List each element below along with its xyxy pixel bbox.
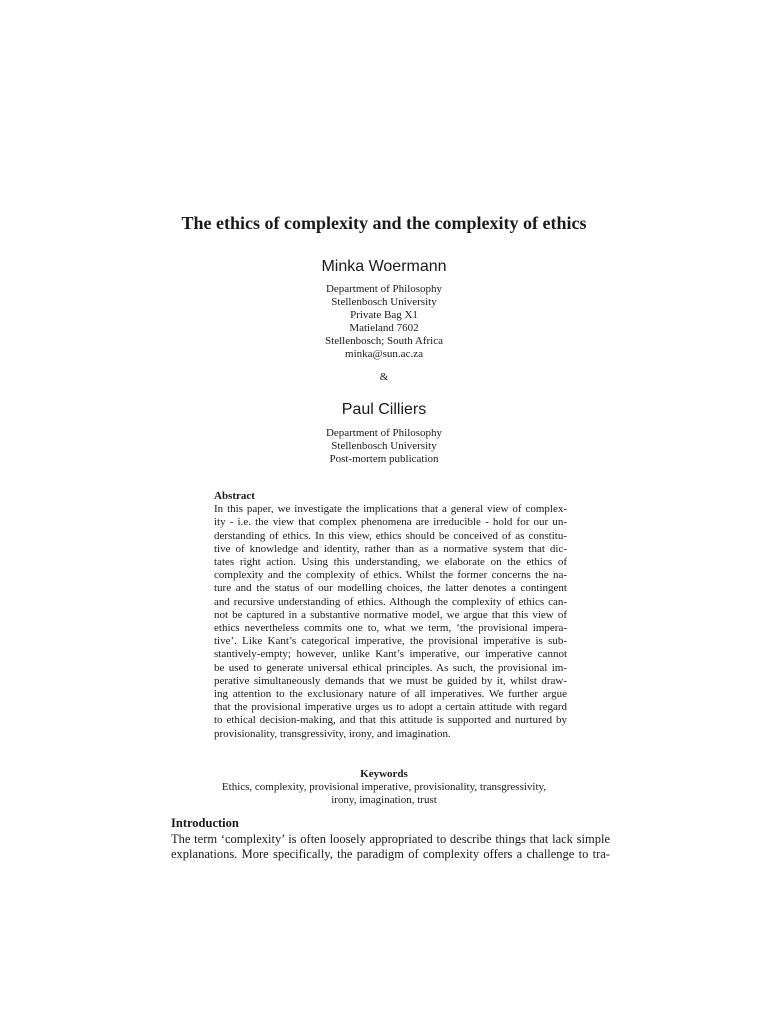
abstract-line: tates right action. Using this understanding, we elaborate on the ethics of bbox=[214, 556, 567, 569]
affiliation-line: Stellenbosch University bbox=[331, 440, 437, 452]
affiliation-line: Matieland 7602 bbox=[349, 322, 419, 334]
abstract-heading: Abstract bbox=[214, 490, 255, 502]
affiliation-line: Private Bag X1 bbox=[350, 309, 418, 321]
introduction-heading: Introduction bbox=[171, 816, 239, 830]
author-name-1: Minka Woermann bbox=[321, 258, 447, 275]
abstract-line: perative simultaneously demands that we must be guided by it, whilst draw- bbox=[214, 674, 567, 687]
abstract-line: ing attention to the exclusionary nature of all imperatives. We further argue bbox=[214, 688, 567, 701]
introduction-line: The term ‘complexity’ is often loosely appropriated to describe things that lack simple bbox=[171, 831, 610, 846]
keywords-heading: Keywords bbox=[360, 768, 408, 780]
keywords-section bbox=[0, 768, 768, 807]
paper-title: The ethics of complexity and the complexity of ethics bbox=[181, 213, 587, 233]
abstract-line: ture and the status of our modelling choices, the latter denotes a contingent bbox=[214, 582, 567, 595]
keywords-line: irony, imagination, trust bbox=[331, 794, 437, 806]
introduction-section bbox=[171, 816, 610, 863]
abstract-line: to ethical decision-making, and that this attitude is supported and nurtured by bbox=[214, 714, 567, 727]
abstract-line: that the provisional imperative urges us to adopt a certain attitude with regard bbox=[214, 701, 567, 714]
abstract-line: ity - i.e. the view that complex phenomena are irreducible - hold for our un- bbox=[214, 516, 567, 529]
author-affiliation-2 bbox=[0, 427, 768, 466]
affiliation-line: Stellenbosch University bbox=[331, 296, 437, 308]
affiliation-line: Department of Philosophy bbox=[325, 427, 443, 439]
affiliation-line: Post-mortem publication bbox=[329, 453, 439, 465]
abstract-line: tive’. Like Kant’s categorical imperative, the provisional imperative is sub- bbox=[214, 635, 567, 648]
abstract-line: provisionality, transgressivity, irony, and imagination. bbox=[214, 727, 451, 740]
affiliation-line: Department of Philosophy bbox=[325, 283, 443, 295]
keywords-line: Ethics, complexity, provisional imperative, provisionality, transgressivity, bbox=[221, 781, 547, 793]
abstract-line: tive of knowledge and identity, rather than as a normative system that dic- bbox=[214, 542, 567, 555]
abstract-line: complexity and the complexity of ethics. Whilst the former concerns the na- bbox=[214, 569, 567, 582]
abstract-line: stantively-empty; however, unlike Kant’s imperative, our imperative cannot bbox=[214, 648, 567, 661]
abstract-line: not be captured in a substantive normative model, we argue that this view of bbox=[214, 608, 567, 621]
author-name-2: Paul Cilliers bbox=[341, 401, 427, 418]
affiliation-line: Stellenbosch; South Africa bbox=[325, 335, 443, 347]
abstract-body bbox=[214, 503, 567, 741]
introduction-line: explanations. More specifically, the paradigm of complexity offers a challenge to tra- bbox=[171, 847, 610, 861]
abstract-line: derstanding of ethics. In this view, ethics should be conceived of as constitu- bbox=[214, 529, 567, 542]
abstract-line: be used to generate universal ethical principles. As such, the provisional im- bbox=[214, 661, 567, 674]
abstract-line: ethics nevertheless commits one to, what we term, ‘the provisional impera- bbox=[214, 622, 567, 635]
author-separator: & bbox=[379, 371, 389, 383]
abstract-line: and recursive understanding of ethics. Although the complexity of ethics can- bbox=[214, 595, 567, 608]
introduction-body bbox=[171, 832, 610, 863]
author-email: minka@sun.ac.za bbox=[345, 348, 423, 360]
abstract-section bbox=[214, 490, 567, 741]
author-affiliation-1 bbox=[0, 283, 768, 361]
abstract-line: In this paper, we investigate the implications that a general view of complex- bbox=[214, 503, 567, 516]
